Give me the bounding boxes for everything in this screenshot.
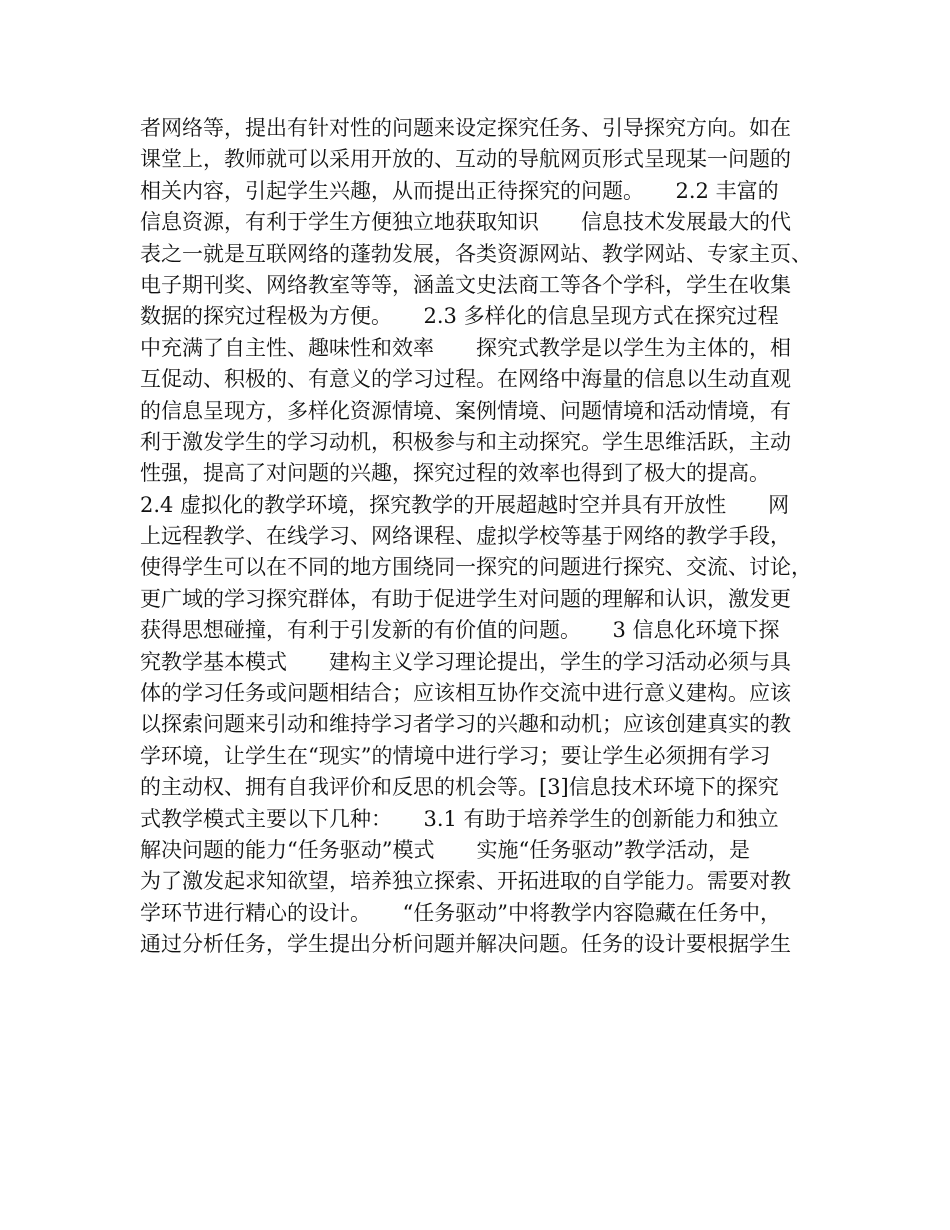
- text-line: 互促动、积极的、有意义的学习过程。在网络中海量的信息以生动直观: [140, 367, 791, 392]
- text-line: 上远程教学、在线学习、网络课程、虚拟学校等基于网络的教学手段，: [140, 524, 791, 549]
- text-line: 利于激发学生的学习动机，积极参与和主动探究。学生思维活跃，主动: [140, 429, 791, 454]
- text-line: 性强，提高了对问题的兴趣，探究过程的效率也得到了极大的提高。: [140, 461, 770, 486]
- text-line: 数据的探究过程极为方便。 2.3 多样化的信息呈现方式在探究过程: [140, 304, 779, 329]
- text-line: 的信息呈现方，多样化资源情境、案例情境、问题情境和活动情境，有: [140, 398, 791, 423]
- text-line: 更广域的学习探究群体，有助于促进学生对问题的理解和认识，激发更: [140, 586, 791, 611]
- text-line: 电子期刊奖、网络教室等等，涵盖文史法商工等各个学科，学生在收集: [140, 272, 791, 297]
- text-line: 获得思想碰撞，有利于引发新的有价值的问题。 3 信息化环境下探: [140, 618, 780, 643]
- text-line: 以探索问题来引动和维持学习者学习的兴趣和动机；应该创建真实的教: [140, 712, 791, 737]
- text-line: 者网络等，提出有针对性的问题来设定探究任务、引导探究方向。如在: [140, 116, 791, 140]
- text-line: 课堂上，教师就可以采用开放的、互动的导航网页形式呈现某一问题的: [140, 147, 791, 172]
- text-line: 使得学生可以在不同的地方围绕同一探究的问题进行探究、交流、讨论，: [140, 555, 812, 580]
- text-line: 表之一就是互联网络的蓬勃发展，各类资源网站、教学网站、专家主页、: [140, 241, 812, 266]
- text-line: 中充满了自主性、趣味性和效率 探究式教学是以学生为主体的，相: [140, 335, 791, 360]
- body-text: [140, 113, 830, 961]
- text-line: 学环节进行精心的设计。 “任务驱动”中将教学内容隐藏在任务中，: [140, 900, 781, 925]
- text-line: 究教学基本模式 建构主义学习理论提出，学生的学习活动必须与具: [140, 649, 791, 674]
- text-line: 为了激发起求知欲望，培养独立探索、开拓进取的自学能力。需要对教: [140, 869, 791, 894]
- text-line: 体的学习任务或问题相结合；应该相互协作交流中进行意义建构。应该: [140, 681, 791, 706]
- text-line: 的主动权、拥有自我评价和反思的机会等。[3]信息技术环境下的探究: [140, 775, 779, 800]
- text-line: 信息资源，有利于学生方便独立地获取知识 信息技术发展最大的代: [140, 210, 791, 235]
- text-line: 相关内容，引起学生兴趣，从而提出正待探究的问题。 2.2 丰富的: [140, 178, 779, 203]
- text-line: 式教学模式主要以下几种： 3.1 有助于培养学生的创新能力和独立: [140, 806, 779, 831]
- text-line: 2.4 虚拟化的教学环境，探究教学的开展超越时空并具有开放性 网: [140, 492, 790, 517]
- text-line: 学环境，让学生在“现实”的情境中进行学习；要让学生必须拥有学习: [140, 743, 771, 768]
- text-line: 解决问题的能力“任务驱动”模式 实施“任务驱动”教学活动，是: [140, 837, 750, 862]
- text-line: 通过分析任务，学生提出分析问题并解决问题。任务的设计要根据学生: [140, 932, 791, 957]
